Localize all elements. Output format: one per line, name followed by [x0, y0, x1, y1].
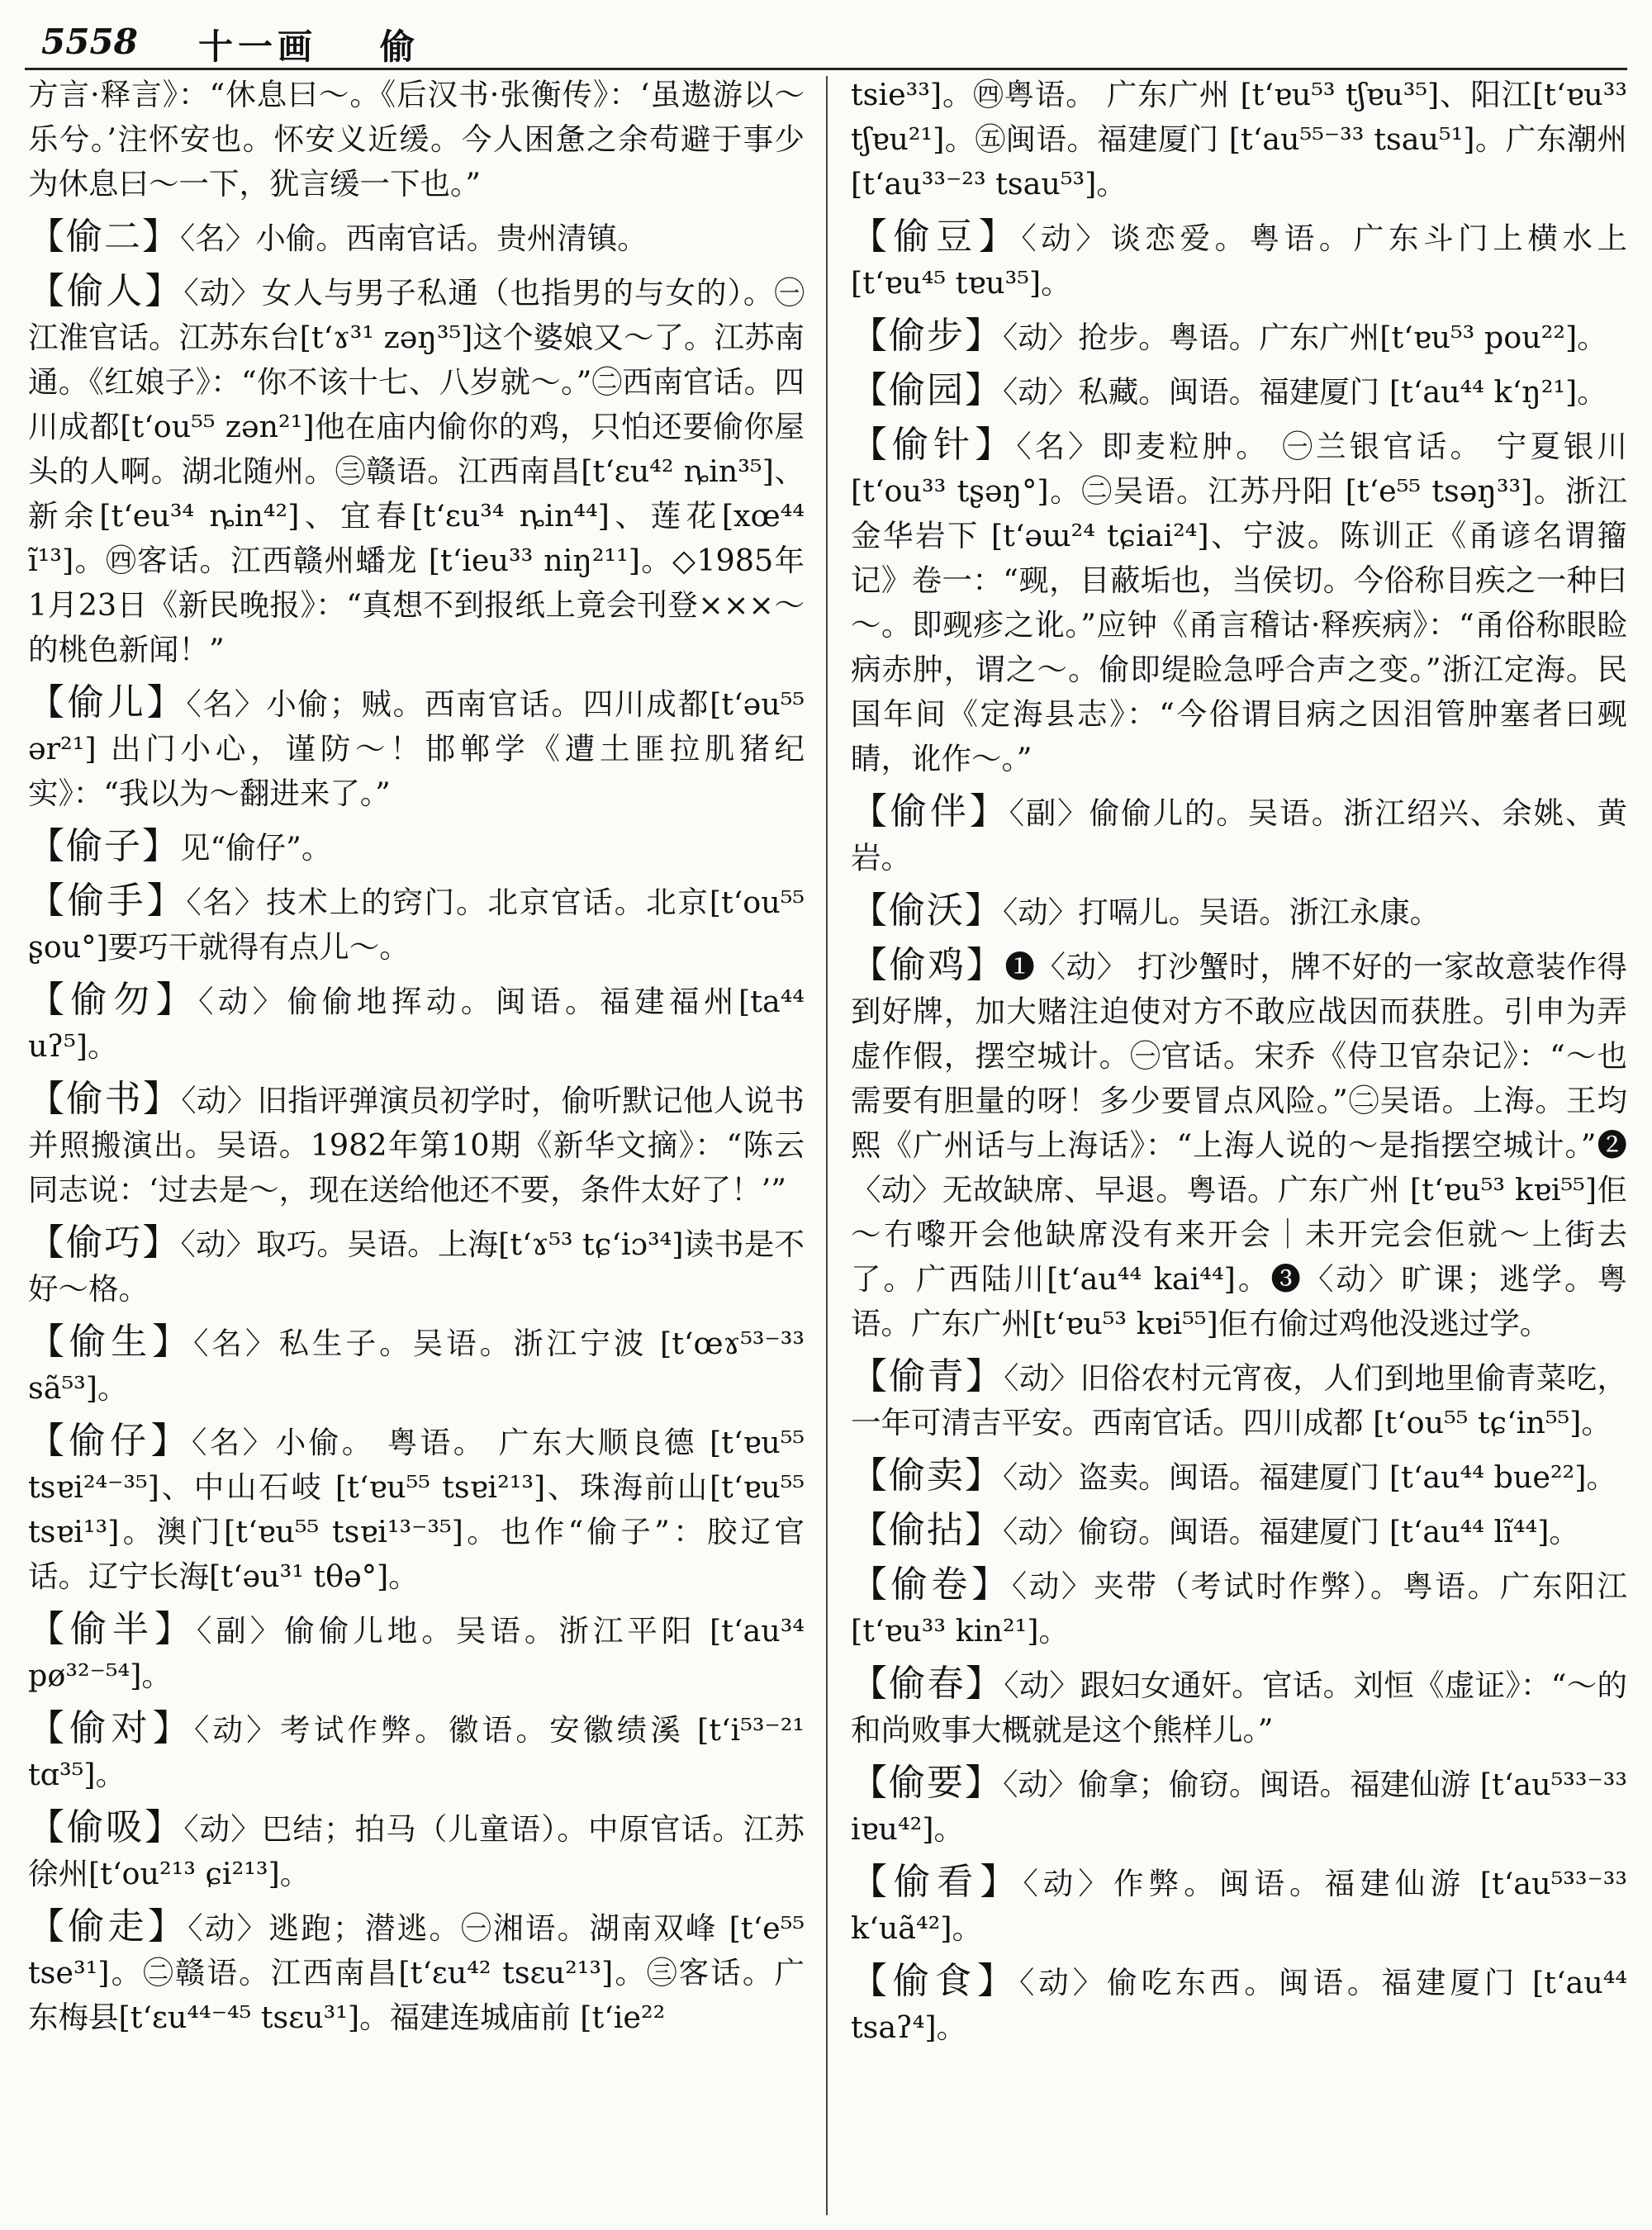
entry-definition: 〈动〉取巧。吴语。上海[t‘ɤ⁵³ tɕ‘iɔ³⁴]读书是不好～格。 — [28, 1226, 805, 1307]
entry-headword: 【偷手】 — [28, 880, 187, 922]
left-column — [28, 73, 805, 2220]
dictionary-entry — [851, 314, 1627, 360]
entry-headword: 【偷要】 — [851, 1762, 1004, 1804]
entry-headword: 【偷卷】 — [851, 1563, 1012, 1606]
running-headword: 偷 — [380, 26, 415, 67]
entry-headword: 【偷二】 — [28, 216, 180, 258]
dictionary-entry — [851, 368, 1627, 415]
entry-definition: 〈名〉技术上的窍门。北京官话。北京[t‘ou⁵⁵ ʂou°]要巧干就得有点儿～。 — [28, 885, 805, 965]
page-header — [25, 12, 1627, 69]
entry-headword: 【偷春】 — [851, 1663, 1004, 1705]
entry-headword: 【偷子】 — [28, 825, 180, 867]
entry-definition: 〈名〉小偷；贼。西南官话。四川成都[t‘əu⁵⁵ ər²¹] 出门小心，谨防～！邯郸学《遭土匪拉肌猪纪实》：“我以为～翻进来了。” — [28, 686, 805, 811]
entry-headword: 【偷伴】 — [851, 790, 1009, 833]
entry-definition: ❶〈动〉 打沙蟹时，牌不好的一家故意装作得到好牌，加大赌注迫使对方不敢应战因而获胜。引申为弄虚作假，摆空城计。㊀官话。宋乔《侍卫官杂记》：“～也需要有胆量的呀！多少要冒点风险。”㊁吴语。上海。王均熙《广州话与上海话》：“上海人说的～是指摆空城计。”❷〈动〉无故缺席、早退。粤语。广东广州 [t‘ɐu⁵³ kɐi⁵⁵]佢～冇嚟开会他缺席没有来开会｜未开完会佢就～上街去了。广西陆川[t‘au⁴⁴ kai⁴⁴]。❸〈动〉旷课；逃学。粤语。广东广州[t‘ɐu⁵³ kɐi⁵⁵]佢冇偷过鸡他没逃过学。 — [851, 949, 1627, 1341]
entry-headword: 【偷对】 — [28, 1707, 195, 1749]
dictionary-entry — [28, 1077, 805, 1212]
entry-definition: 〈动〉跟妇女通奸。官话。刘恒《虚证》：“～的和尚败事大概就是这个熊样儿。” — [851, 1668, 1627, 1748]
entry-headword: 【偷勿】 — [28, 979, 199, 1021]
entry-definition: 〈名〉小偷。西南官话。贵州清镇。 — [180, 221, 648, 256]
entry-headword: 【偷食】 — [851, 1960, 1020, 2002]
entry-definition: 〈动〉偷偷地挥动。闽语。福建福州[ta⁴⁴ uʔ⁵]。 — [28, 984, 805, 1064]
entry-definition: 〈动〉谈恋爱。粤语。广东斗门上横水上 [t‘ɐu⁴⁵ tɐu³⁵]。 — [851, 221, 1627, 301]
dictionary-entry — [28, 1320, 805, 1411]
dictionary-entry — [851, 1761, 1627, 1852]
dictionary-entry — [851, 1860, 1627, 1951]
entry-definition: 〈动〉巴结；拍马（儿童语）。中原官话。江苏徐州[t‘ou²¹³ ɕi²¹³]。 — [28, 1811, 805, 1891]
entry-definition: 〈动〉旧俗农村元宵夜，人们到地里偷青菜吃，一年可清吉平安。西南官话。四川成都 [t‘ou⁵⁵ tɕ‘in⁵⁵]。 — [851, 1360, 1627, 1440]
entry-definition: 〈副〉偷偷儿的。吴语。浙江绍兴、余姚、黄岩。 — [851, 795, 1627, 875]
continuation-text: tsie³³]。㊃粤语。 广东广州 [t‘ɐu⁵³ tʃɐu³⁵]、阳江[t‘ɐu³³ tʃɐu²¹]。㊄闽语。福建厦门 [t‘au⁵⁵⁻³³ tsau⁵¹]。广东潮州[t‘au³³⁻²³ tsau⁵³]。 — [851, 77, 1627, 202]
entry-definition: 〈动〉逃跑；潜逃。㊀湘语。湖南双峰 [t‘e⁵⁵ tse³¹]。㊁赣语。江西南昌[t‘ɛu⁴² tsɛu²¹³]。㊂客话。广东梅县[t‘ɛu⁴⁴⁻⁴⁵ tsɛu³¹]。福建连城庙前 [t‘ie²² — [28, 1910, 805, 2035]
entry-definition: 〈副〉偷偷儿地。吴语。浙江平阳 [t‘au³⁴ pø³²⁻⁵⁴]。 — [28, 1613, 805, 1693]
dictionary-entry — [851, 1563, 1627, 1654]
entry-headword: 【偷青】 — [851, 1355, 1004, 1397]
dictionary-entry — [28, 824, 805, 871]
entry-headword: 【偷儿】 — [28, 681, 187, 724]
dictionary-entry — [28, 1905, 805, 2040]
dictionary-entry — [28, 1607, 805, 1698]
entry-definition: 〈名〉即麦粒肿。 ㊀兰银官话。 宁夏银川 [t‘ou³³ tʂəŋ°]。㊁吴语。江苏丹阳 [t‘e⁵⁵ tsəŋ³³]。浙江金华岩下 [t‘əɯ²⁴ tɕiai²⁴]、宁波。陈训正《甬谚名谓籀记》卷一：“觋，目蔽垢也，当侯切。今俗称目疾之一种曰～。即觋疹之讹。”应钟《甬言稽诂·释疾病》：“甬俗称眼睑病赤肿，谓之～。偷即缇睑急呼合声之变。”浙江定海。民国年间《定海县志》：“今俗谓目病之因泪管肿塞者曰觋睛，讹作～。” — [851, 429, 1627, 776]
dictionary-entry — [28, 1419, 805, 1599]
dictionary-entry — [851, 1508, 1627, 1554]
dictionary-entry — [28, 1706, 805, 1797]
entry-definition: 〈名〉私生子。吴语。浙江宁波 [t‘œɤ⁵³⁻³³ sã⁵³]。 — [28, 1326, 805, 1406]
entry-definition: 〈动〉偷吃东西。闽语。福建厦门 [t‘au⁴⁴ tsaʔ⁴]。 — [851, 1965, 1627, 2045]
column-divider — [826, 76, 828, 2215]
entry-headword: 【偷园】 — [851, 369, 1003, 411]
dictionary-entry — [851, 215, 1627, 306]
entry-headword: 【偷巧】 — [28, 1222, 181, 1264]
dictionary-entry — [28, 681, 805, 816]
dictionary-entry — [851, 889, 1627, 935]
entry-definition: 〈动〉女人与男子私通（也指男的与女的）。㊀江淮官话。江苏东台[t‘ɤ³¹ zəŋ³⁵]这个婆娘又～了。江苏南通。《红娘子》：“你不该十七、八岁就～。”㊁西南官话。四川成都[t‘ou⁵⁵ zən²¹]他在庙内偷你的鸡，只怕还要偷你屋头的人啊。湖北随州。㊂赣语。江西南昌[t‘ɛu⁴² ȵin³⁵]、新余[t‘eu³⁴ ȵin⁴²]、宜春[t‘ɛu³⁴ ȵin⁴⁴]、莲花[xœ⁴⁴ ĩ¹³]。㊃客话。江西赣州蟠龙 [t‘ieu³³ niŋ²¹¹]。◇1985年1月23日《新民晚报》：“真想不到报纸上竟会刊登×××～的桃色新闻！” — [28, 275, 805, 667]
entry-headword: 【偷走】 — [28, 1905, 188, 1948]
entry-headword: 【偷仔】 — [28, 1420, 192, 1462]
entry-headword: 【偷沃】 — [851, 890, 1003, 932]
dictionary-entry — [28, 1805, 805, 1896]
dictionary-entry — [28, 215, 805, 261]
dictionary-entry — [851, 1662, 1627, 1753]
entry-definition: 〈动〉盗卖。闽语。福建厦门 [t‘au⁴⁴ bue²²]。 — [1003, 1459, 1616, 1495]
section-label: 十一画 — [198, 26, 318, 67]
entry-headword: 【偷半】 — [28, 1608, 197, 1650]
entry-headword: 【偷针】 — [851, 424, 1017, 466]
dictionary-entry — [851, 1454, 1627, 1500]
entry-headword: 【偷人】 — [28, 270, 184, 312]
entry-headword: 【偷卖】 — [851, 1454, 1003, 1497]
entry-definition: 〈动〉打嗝儿。吴语。浙江永康。 — [1003, 894, 1441, 930]
right-column — [851, 73, 1627, 2220]
dictionary-entry — [28, 978, 805, 1069]
entry-definition: 〈动〉偷窃。闽语。福建厦门 [t‘au⁴⁴ lĩ⁴⁴]。 — [1003, 1514, 1579, 1549]
entry-headword: 【偷生】 — [28, 1321, 194, 1363]
entry-headword: 【偷书】 — [28, 1078, 182, 1120]
entry-headword: 【偷豆】 — [851, 216, 1022, 258]
dictionary-entry — [851, 943, 1627, 1346]
entry-definition: 〈动〉夹带（考试时作弊）。粤语。广东阳江 [t‘ɐu³³ kin²¹]。 — [851, 1568, 1627, 1649]
entry-definition: 〈动〉作弊。闽语。福建仙游 [t‘au⁵³³⁻³³ k‘uã⁴²]。 — [851, 1866, 1627, 1946]
entry-headword: 【偷步】 — [851, 315, 1003, 357]
header-rule — [25, 68, 1627, 70]
dictionary-entry — [28, 879, 805, 970]
entry-definition: 〈动〉旧指评弹演员初学时，偷听默记他人说书并照搬演出。吴语。1982年第10期《新华文摘》：“陈云同志说：‘过去是～，现在送给他还不要，条件太好了！’” — [28, 1083, 805, 1208]
dictionary-entry — [851, 1355, 1627, 1445]
entry-definition: 见“偷仔”。 — [180, 830, 332, 866]
entry-headword: 【偷吸】 — [28, 1806, 184, 1848]
entry-definition: 〈动〉考试作弊。徽语。安徽绩溪 [t‘i⁵³⁻²¹ tɑ³⁵]。 — [28, 1712, 805, 1792]
page-number: 5558 — [41, 21, 138, 62]
entry-headword: 【偷拈】 — [851, 1509, 1003, 1551]
continuation-text: 方言·释言》：“休息曰～。《后汉书·张衡传》：‘虽遨游以～乐兮。’注怀安也。怀安义近缓。今人困惫之余苟避于事少为休息曰～一下，犹言缓一下也。” — [28, 77, 805, 202]
entry-definition: 〈动〉偷拿；偷窃。闽语。福建仙游 [t‘au⁵³³⁻³³ iɐu⁴²]。 — [851, 1767, 1627, 1847]
dictionary-entry — [28, 269, 805, 672]
entry-headword: 【偷鸡】 — [851, 944, 1005, 986]
dictionary-entry — [851, 1959, 1627, 2050]
entry-headword: 【偷看】 — [851, 1861, 1023, 1903]
dictionary-entry — [851, 423, 1627, 781]
dictionary-entry — [28, 1221, 805, 1312]
entry-definition: 〈动〉抢步。粤语。广东广州[t‘ɐu⁵³ pou²²]。 — [1003, 320, 1607, 355]
dictionary-entry — [851, 790, 1627, 880]
entry-definition: 〈名〉小偷。 粤语。 广东大顺良德 [t‘ɐu⁵⁵ tsɐi²⁴⁻³⁵]、中山石岐 [t‘ɐu⁵⁵ tsɐi²¹³]、珠海前山[t‘ɐu⁵⁵ tsɐi¹³]。澳门[t‘ɐu⁵⁵ tsɐi¹³⁻³⁵]。也作“偷子”：胶辽官话。辽宁长海[t‘əu³¹ tθə°]。 — [28, 1425, 805, 1594]
entry-definition: 〈动〉私藏。闽语。福建厦门 [t‘au⁴⁴ k‘ŋ²¹]。 — [1003, 374, 1607, 410]
